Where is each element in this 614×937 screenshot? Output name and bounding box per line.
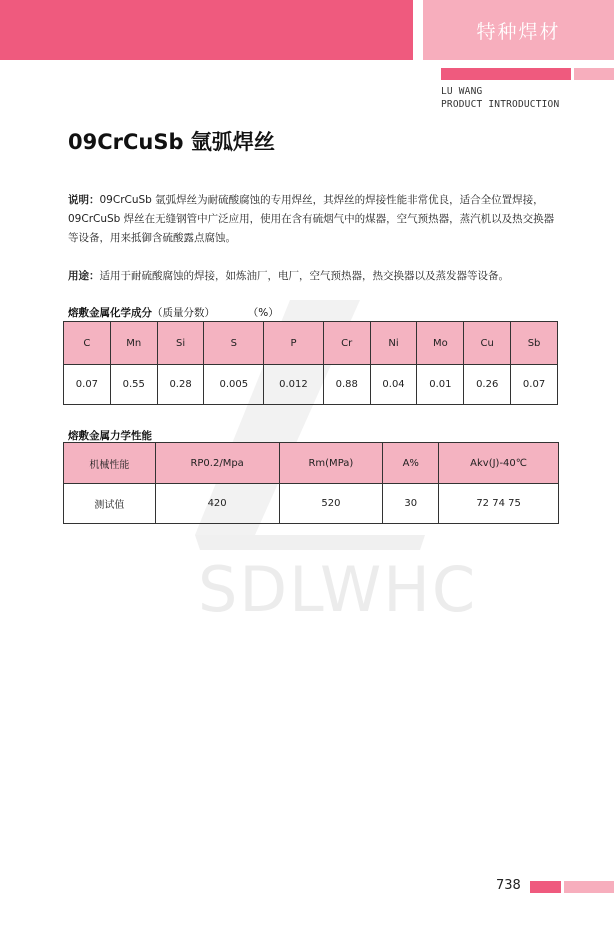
table-header-row <box>64 443 559 484</box>
footer-accent-bar <box>530 881 561 893</box>
usage-text: 适用于耐硫酸腐蚀的焊接，如炼油厂，电厂，空气预热器，热交换器以及蒸发器等设备。 <box>99 270 509 282</box>
header-accent-bar-light <box>574 68 614 80</box>
header-accent-bar <box>441 68 571 80</box>
table-cell: 测试值 <box>64 484 156 524</box>
table-header-cell: P <box>264 322 324 365</box>
table-header-cell: Mo <box>417 322 464 365</box>
table-cell: 30 <box>383 484 439 524</box>
table-header-cell: Cr <box>323 322 370 365</box>
table-cell: 0.26 <box>464 365 511 405</box>
table-row <box>64 365 558 405</box>
table-header-cell: Ni <box>370 322 417 365</box>
mechanical-properties-table <box>63 442 559 524</box>
table-header-cell: Akv(J)-40℃ <box>439 443 559 484</box>
chemical-section-title <box>68 305 279 320</box>
chemical-note: （质量分数） <box>152 307 215 319</box>
header-category: 特种焊材 <box>476 20 561 43</box>
table-cell: 0.07 <box>511 365 558 405</box>
footer-accent-bar-light <box>564 881 614 893</box>
table-header-cell: RP0.2/Mpa <box>155 443 279 484</box>
table-cell: 0.28 <box>157 365 204 405</box>
chemical-title: 熔敷金属化学成分 <box>68 307 152 319</box>
table-cell: 0.01 <box>417 365 464 405</box>
table-header-cell: Cu <box>464 322 511 365</box>
watermark-text: SDLWHC <box>198 553 478 626</box>
description-text: 09CrCuSb 氩弧焊丝为耐硫酸腐蚀的专用焊丝，其焊丝的焊接性能非常优良，适合全位置焊接，09CrCuSb 焊丝在无缝钢管中广泛应用，使用在含有硫烟气中的煤器，空气预热器，蒸汽机以及热交换器等设备，用来抵御含硫酸露点腐蚀。 <box>68 194 555 244</box>
table-header-row <box>64 322 558 365</box>
table-cell: 0.55 <box>110 365 157 405</box>
table-header-cell: 机械性能 <box>64 443 156 484</box>
header-banner <box>0 0 413 60</box>
header-brand: LU WANG <box>441 86 483 97</box>
table-cell: 0.005 <box>204 365 264 405</box>
description-paragraph <box>68 191 560 248</box>
usage-label: 用途： <box>68 270 100 282</box>
table-header-cell: Sb <box>511 322 558 365</box>
table-header-cell: C <box>64 322 111 365</box>
header-subtitle: PRODUCT INTRODUCTION <box>441 99 560 110</box>
mechanical-section-title: 熔敷金属力学性能 <box>68 430 152 442</box>
table-cell: 520 <box>279 484 383 524</box>
page-number: 738 <box>496 878 521 893</box>
table-header-cell: A% <box>383 443 439 484</box>
table-cell: 420 <box>155 484 279 524</box>
table-header-cell: S <box>204 322 264 365</box>
usage-paragraph <box>68 267 560 286</box>
chemical-unit: （%） <box>253 307 279 319</box>
table-row <box>64 484 559 524</box>
table-cell: 0.012 <box>264 365 324 405</box>
product-title: 09CrCuSb 氩弧焊丝 <box>68 130 275 154</box>
description-label: 说明： <box>68 194 100 206</box>
table-header-cell: Rm(MPa) <box>279 443 383 484</box>
table-header-cell: Si <box>157 322 204 365</box>
table-cell: 0.04 <box>370 365 417 405</box>
table-cell: 72 74 75 <box>439 484 559 524</box>
chemical-composition-table <box>63 321 558 405</box>
table-cell: 0.07 <box>64 365 111 405</box>
table-cell: 0.88 <box>323 365 370 405</box>
table-header-cell: Mn <box>110 322 157 365</box>
